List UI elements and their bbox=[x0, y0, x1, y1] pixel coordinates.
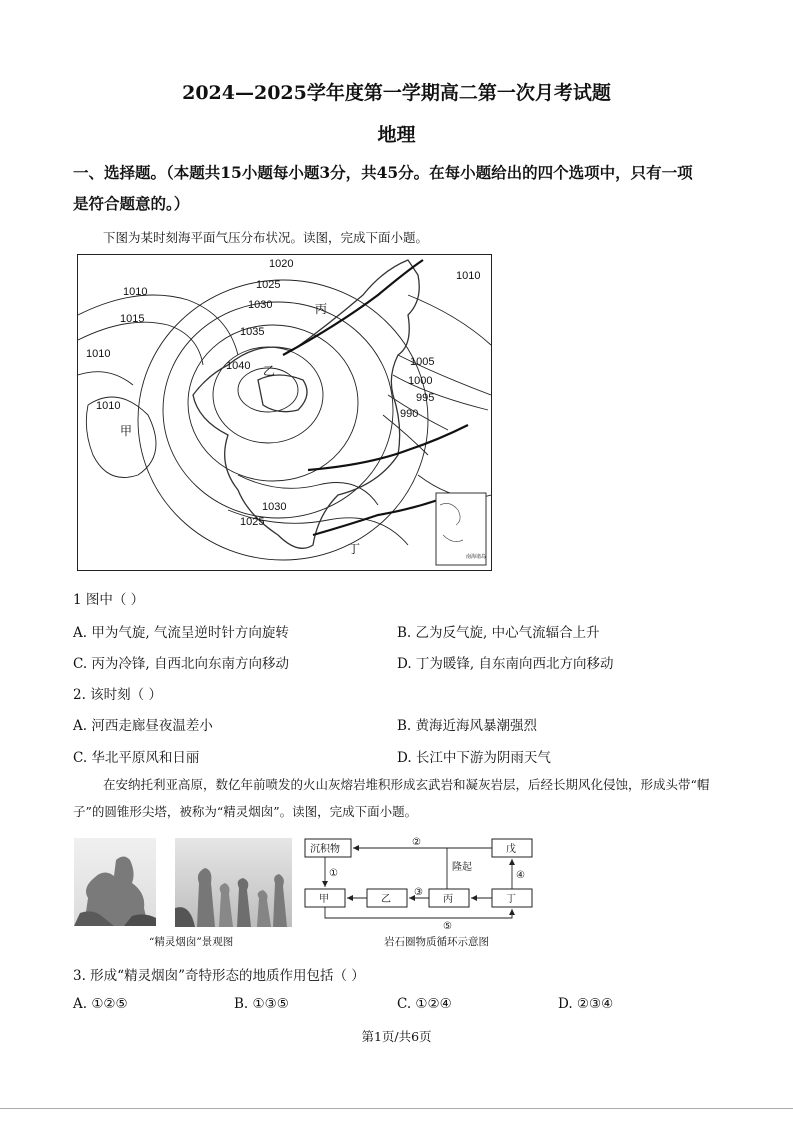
label-yi: 乙 bbox=[263, 364, 276, 378]
isobar-label: 1010 bbox=[86, 348, 111, 360]
section-heading-line1: 一、选择题。（本题共15小题每小题3分，共45分。在每小题给出的四个选项中，只有一项 bbox=[73, 163, 693, 182]
q1-option-c[interactable]: C. 丙为冷锋, 自西北向东南方向移动 bbox=[73, 656, 290, 672]
q3-option-b[interactable]: B. ①③⑤ bbox=[234, 996, 289, 1012]
diagram-caption: 岩石圈物质循环示意图 bbox=[384, 936, 489, 948]
q1-option-d[interactable]: D. 丁为暖锋, 自东南向西北方向移动 bbox=[397, 656, 614, 672]
q3-option-c[interactable]: C. ①②④ bbox=[397, 996, 452, 1012]
label-ding: 丁 bbox=[348, 542, 361, 556]
q2-option-d[interactable]: D. 长江中下游为阴雨天气 bbox=[397, 750, 551, 766]
inset-label: 南海诸岛 bbox=[466, 554, 487, 560]
isobar-label: 1020 bbox=[269, 258, 294, 270]
q1-option-a[interactable]: A. 甲为气旋, 气流呈逆时针方向旋转 bbox=[73, 625, 289, 641]
isobar bbox=[163, 302, 393, 518]
rock-cycle-diagram bbox=[300, 834, 540, 930]
country-outline bbox=[193, 260, 419, 548]
front-line-ding bbox=[308, 425, 468, 470]
label-jia: 甲 bbox=[319, 894, 329, 905]
isobar-label: 1040 bbox=[226, 360, 251, 372]
section-heading-line2: 是符合题意的。） bbox=[73, 194, 190, 213]
arrow-label-1: ① bbox=[329, 868, 338, 879]
label-jia: 甲 bbox=[120, 424, 133, 438]
isobar-label: 1030 bbox=[262, 501, 287, 513]
intro-text-1: 下图为某时刻海平面气压分布状况。读图，完成下面小题。 bbox=[103, 230, 429, 245]
isobar bbox=[408, 295, 491, 345]
label-ding: 丁 bbox=[506, 894, 516, 905]
exam-title: 2024—2025学年度第一学期高二第一次月考试题 bbox=[182, 82, 611, 104]
arrow-label-uplift: 隆起 bbox=[452, 862, 472, 873]
isobar bbox=[78, 372, 133, 385]
front-line-bing bbox=[283, 260, 423, 355]
arrow-label-2: ② bbox=[412, 837, 421, 848]
page-footer: 第1页/共6页 bbox=[361, 1029, 432, 1044]
q3-stem: 3. 形成“精灵烟囱”奇特形态的地质作用包括（ ） bbox=[73, 968, 365, 984]
fairy-chimney-photo-2 bbox=[175, 838, 292, 927]
isobar-label: 1010 bbox=[96, 400, 121, 412]
pressure-map-svg bbox=[78, 255, 491, 570]
label-sediment: 沉积物 bbox=[310, 844, 340, 855]
isobar-label: 1035 bbox=[240, 326, 265, 338]
region-outline bbox=[258, 375, 307, 412]
isobar-label: 1025 bbox=[240, 516, 265, 528]
isobar-label: 1005 bbox=[410, 356, 435, 368]
q3-option-d[interactable]: D. ②③④ bbox=[558, 996, 614, 1012]
arrow-5 bbox=[325, 907, 512, 918]
arrow-label-3: ③ bbox=[414, 887, 423, 898]
arrow-label-5: ⑤ bbox=[443, 921, 452, 930]
label-bing: 丙 bbox=[443, 894, 453, 905]
subject-title: 地理 bbox=[377, 124, 416, 146]
photo-caption: “精灵烟囱”景观图 bbox=[149, 936, 234, 948]
isobar bbox=[78, 295, 238, 355]
intro-text-2: 在安纳托利亚高原，数亿年前喷发的火山灰熔岩堆积形成玄武岩和凝灰岩层，后经长期风化侵蚀，形成头带“帽子”的圆锥形尖塔，被称为“精灵烟囱”。读图，完成下面小题。 bbox=[73, 777, 710, 819]
q1-stem: 1 图中（ ） bbox=[73, 592, 145, 608]
isobar-label: 1010 bbox=[456, 270, 481, 282]
isobar-label: 990 bbox=[400, 408, 419, 420]
label-wu: 戊 bbox=[506, 844, 516, 855]
q1-option-b[interactable]: B. 乙为反气旋, 中心气流辐合上升 bbox=[397, 625, 600, 641]
label-yi: 乙 bbox=[381, 894, 391, 905]
isobar-label: 1000 bbox=[408, 375, 433, 387]
arrow-label-4: ④ bbox=[516, 870, 525, 881]
q2-option-c[interactable]: C. 华北平原风和日丽 bbox=[73, 750, 200, 766]
q3-option-a[interactable]: A. ①②⑤ bbox=[73, 996, 128, 1012]
isobar-label: 1025 bbox=[256, 279, 281, 291]
isobar-label: 995 bbox=[416, 392, 435, 404]
isobar-label: 1015 bbox=[120, 313, 145, 325]
q2-option-b[interactable]: B. 黄海近海风暴潮强烈 bbox=[397, 718, 538, 734]
fairy-chimney-photo-1 bbox=[74, 838, 156, 926]
q2-stem: 2. 该时刻（ ） bbox=[73, 687, 162, 703]
label-bing: 丙 bbox=[315, 302, 328, 316]
isobar-label: 1030 bbox=[248, 299, 273, 311]
bottom-divider bbox=[0, 1108, 793, 1109]
isobar-label: 1010 bbox=[123, 286, 148, 298]
q2-option-a[interactable]: A. 河西走廊昼夜温差小 bbox=[73, 718, 213, 734]
pressure-map bbox=[77, 254, 492, 571]
